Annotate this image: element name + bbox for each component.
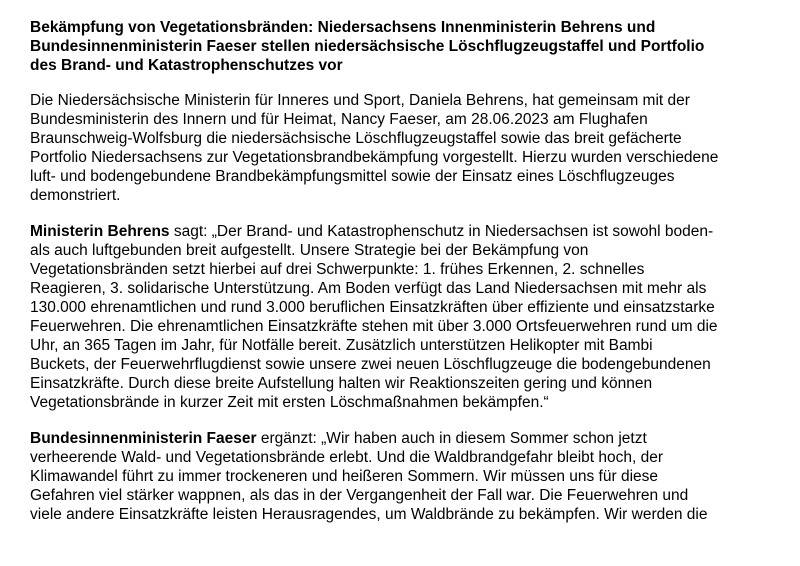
paragraph-line: Gefahren viel stärker wappnen, als das in der Vergangenheit der Fall war. Die Feuerwehren und	[30, 487, 689, 504]
title-line: Bundesinnenministerin Faeser stellen niedersächsische Löschflugzeugstaffel und Portfolio	[30, 38, 705, 55]
paragraph-line: viele andere Einsatzkräfte leisten Herausragendes, um Waldbrände zu bekämpfen. Wir werden die	[30, 506, 708, 523]
paragraph-line: Bundesministerin des Innern und für Heimat, Nancy Faeser, am 28.06.2023 am Flughafen	[30, 111, 648, 128]
behrens-quote-paragraph	[30, 222, 790, 412]
paragraph-line: Braunschweig-Wolfsburg die niedersächsische Löschflugzeugstaffel sowie das breit gefächerte	[30, 130, 682, 147]
faeser-quote-paragraph	[30, 429, 790, 524]
document-page	[30, 18, 790, 541]
paragraph-line: Reagieren, 3. solidarische Unterstützung. Am Boden verfügt das Land Niedersachsen mit mehr als	[30, 280, 707, 297]
paragraph-line	[30, 222, 790, 241]
quote-text: ergänzt: „Wir haben auch in diesem Sommer schon jetzt	[256, 430, 647, 447]
intro-paragraph	[30, 91, 790, 205]
paragraph-line: Vegetationsbrände in kurzer Zeit mit ersten Löschmaßnahmen bekämpfen.“	[30, 394, 549, 411]
title-line: des Brand- und Katastrophenschutzes vor	[30, 57, 343, 74]
paragraph-line: Vegetationsbränden setzt hierbei auf drei Schwerpunkte: 1. frühes Erkennen, 2. schnelles	[30, 261, 645, 278]
paragraph-line: Einsatzkräfte. Durch diese breite Aufstellung halten wir Reaktionszeiten gering und können	[30, 375, 653, 392]
paragraph-line: Die Niedersächsische Ministerin für Inneres und Sport, Daniela Behrens, hat gemeinsam mit der	[30, 92, 690, 109]
speaker-name: Bundesinnenministerin Faeser	[30, 430, 257, 447]
paragraph-line: Klimawandel führt zu immer trockeneren und heißeren Sommern. Wir müssen uns für diese	[30, 468, 659, 485]
paragraph-line: luft- und bodengebundene Brandbekämpfungsmittel sowie der Einsatz eines Löschflugzeuges	[30, 168, 675, 185]
quote-text: sagt: „Der Brand- und Katastrophenschutz in Niedersachsen ist sowohl boden-	[169, 223, 714, 240]
speaker-name: Ministerin Behrens	[30, 223, 170, 240]
paragraph-line: als auch luftgebunden breit aufgestellt. Unsere Strategie bei der Bekämpfung von	[30, 242, 589, 259]
paragraph-line	[30, 429, 790, 448]
title-line: Bekämpfung von Vegetationsbränden: Niedersachsens Innenministerin Behrens und	[30, 19, 656, 36]
document-title	[30, 18, 790, 75]
paragraph-line: Portfolio Niedersachsens zur Vegetationsbrandbekämpfung vorgestellt. Hierzu wurden verschiedene	[30, 149, 719, 166]
paragraph-line: 130.000 ehrenamtlichen und rund 3.000 beruflichen Einsatzkräften über effiziente und einsatzstarke	[30, 299, 715, 316]
paragraph-line: Uhr, an 365 Tagen im Jahr, für Notfälle bereit. Zusätzlich unterstützen Helikopter mit Bambi	[30, 337, 653, 354]
paragraph-line: demonstriert.	[30, 187, 121, 204]
paragraph-line: verheerende Wald- und Vegetationsbrände erlebt. Und die Waldbrandgefahr bleibt hoch, der	[30, 449, 664, 466]
paragraph-line: Buckets, der Feuerwehrflugdienst sowie unsere zwei neuen Löschflugzeuge die bodengebundenen	[30, 356, 711, 373]
paragraph-line: Feuerwehren. Die ehrenamtlichen Einsatzkräfte stehen mit über 3.000 Ortsfeuerwehren rund um die	[30, 318, 718, 335]
